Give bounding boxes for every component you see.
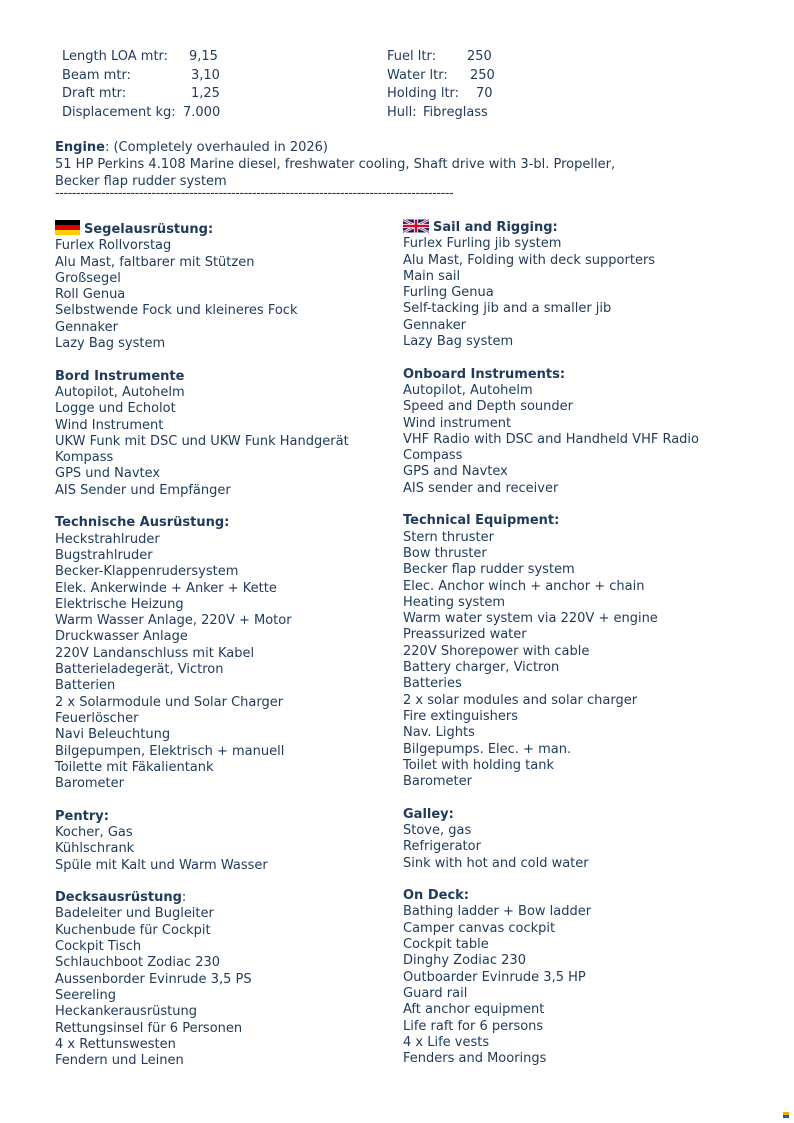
list-item: Sink with hot and cold water xyxy=(403,855,589,871)
list-item: Fenders and Moorings xyxy=(403,1051,547,1067)
section-sail xyxy=(403,219,733,350)
list-item: 2 x Solarmodule und Solar Charger xyxy=(55,694,284,710)
section-technical xyxy=(55,515,385,792)
spec-value: Fibreglass xyxy=(423,105,488,121)
list-item: Rettungsinsel für 6 Personen xyxy=(55,1020,243,1036)
list-item: Wind instrument xyxy=(403,415,512,431)
list-item: Bilgepumpen, Elektrisch + manuell xyxy=(55,743,285,759)
list-item: Becker flap rudder system xyxy=(403,562,575,578)
list-item: Schlauchboot Zodiac 230 xyxy=(55,955,221,971)
list-item: Druckwasser Anlage xyxy=(55,629,188,645)
list-item: Lazy Bag system xyxy=(55,336,166,352)
engine-label: Engine xyxy=(55,140,105,155)
list-item: Heckstrahlruder xyxy=(55,531,160,547)
list-item: Cockpit table xyxy=(403,937,489,953)
section-divider: ----------------------------------------------------------------------------------------------- xyxy=(55,186,454,201)
list-item: Kuchenbude für Cockpit xyxy=(55,922,211,938)
list-item: Battery charger, Victron xyxy=(403,660,560,676)
list-item: Main sail xyxy=(403,268,461,284)
list-item: AIS Sender und Empfänger xyxy=(55,482,231,498)
section-title-suffix: : xyxy=(181,890,187,906)
spec-value: 9,15 xyxy=(189,49,218,64)
list-item: Heckankerausrüstung xyxy=(55,1004,197,1020)
list-item: Barometer xyxy=(55,776,124,792)
list-item: Bow thruster xyxy=(403,545,487,561)
section-instruments xyxy=(403,367,733,497)
list-item: Guard rail xyxy=(403,985,468,1001)
list-item: Stove, gas xyxy=(403,822,472,838)
section-title: Technical Equipment: xyxy=(403,513,560,529)
spec-label: Fuel ltr: xyxy=(387,49,436,64)
list-item: Kompass xyxy=(55,450,114,466)
list-item: Furlex Furling jib system xyxy=(403,236,562,252)
list-item: AIS sender and receiver xyxy=(403,480,559,496)
list-item: Bilgepumps. Elec. + man. xyxy=(403,741,572,757)
list-item: Refrigerator xyxy=(403,839,481,855)
german-column xyxy=(55,220,385,1086)
engine-note: : (Completely overhauled in 2026) xyxy=(104,140,328,155)
list-item: Navi Beleuchtung xyxy=(55,727,171,743)
list-item: Elec. Anchor winch + anchor + chain xyxy=(403,578,645,594)
list-item: 2 x solar modules and solar charger xyxy=(403,692,638,708)
section-title: Segelausrüstung: xyxy=(84,222,214,237)
section-title: Galley: xyxy=(403,806,454,822)
section-title: Bord Instrumente xyxy=(55,368,185,384)
list-item: Speed and Depth sounder xyxy=(403,399,574,415)
spec-label: Draft mtr: xyxy=(62,86,127,102)
section-technical xyxy=(403,513,733,790)
list-item: Batterieladegerät, Victron xyxy=(55,662,224,678)
list-item: Alu Mast, Folding with deck supporters xyxy=(403,252,656,268)
section-sail xyxy=(55,220,385,352)
list-item: Gennaker xyxy=(55,319,118,335)
list-item: Aft anchor equipment xyxy=(403,1002,545,1018)
list-item: Aussenborder Evinrude 3,5 PS xyxy=(55,971,252,987)
list-item: Camper canvas cockpit xyxy=(403,920,556,936)
list-item: 220V Landanschluss mit Kabel xyxy=(55,645,255,661)
spec-value: 250 xyxy=(467,49,492,64)
list-item: Nav. Lights xyxy=(403,725,475,741)
list-item: GPS and Navtex xyxy=(403,464,508,480)
list-item: Life raft for 6 persons xyxy=(403,1018,544,1034)
corner-mark xyxy=(783,1112,789,1115)
uk-flag-icon xyxy=(403,219,429,233)
spec-value: 1,25 xyxy=(191,86,220,102)
list-item: Gennaker xyxy=(403,317,466,333)
list-item: 220V Shorepower with cable xyxy=(403,643,590,659)
list-item: Toilette mit Fäkalientank xyxy=(55,759,214,775)
list-item: Batterien xyxy=(55,678,116,694)
list-item: Dinghy Zodiac 230 xyxy=(403,953,526,969)
section-title: Onboard Instruments: xyxy=(403,366,566,382)
list-item: 4 x Rettunswesten xyxy=(55,1036,176,1052)
section-title: On Deck: xyxy=(403,888,469,904)
list-item: Alu Mast, faltbarer mit Stützen xyxy=(55,254,255,270)
list-item: Barometer xyxy=(403,774,472,790)
list-item: Bugstrahlruder xyxy=(55,547,153,563)
spec-value: 250 xyxy=(470,67,495,83)
engine-line-1: 51 HP Perkins 4.108 Marine diesel, freshwater cooling, Shaft drive with 3-bl. Propeller, xyxy=(55,157,616,172)
spec-value: 70 xyxy=(476,86,493,102)
section-deck xyxy=(55,890,385,1069)
list-item: Spüle mit Kalt und Warm Wasser xyxy=(55,857,268,873)
spec-value: 3,10 xyxy=(191,67,220,83)
list-item: Fire extinguishers xyxy=(403,708,518,724)
list-item: Lazy Bag system xyxy=(403,334,514,350)
list-item: Feuerlöscher xyxy=(55,710,139,726)
list-item: Badeleiter und Bugleiter xyxy=(55,906,214,922)
list-item: Self-tacking jib and a smaller jib xyxy=(403,301,612,317)
section-title: Technische Ausrüstung: xyxy=(55,515,230,531)
list-item: Kocher, Gas xyxy=(55,824,133,840)
list-item: Cockpit Tisch xyxy=(55,939,142,955)
section-instruments xyxy=(55,369,385,499)
list-item: Warm Wasser Anlage, 220V + Motor xyxy=(55,613,292,629)
list-item: Furlex Rollvorstag xyxy=(55,238,172,254)
list-item: Fendern und Leinen xyxy=(55,1053,184,1069)
spec-value: 7.000 xyxy=(183,105,221,121)
section-title: Pentry: xyxy=(55,808,109,824)
list-item: Outboarder Evinrude 3,5 HP xyxy=(403,969,586,985)
list-item: Stern thruster xyxy=(403,529,494,545)
engine-block xyxy=(55,139,615,190)
spec-label: Water ltr: xyxy=(387,67,448,83)
list-item: Becker-Klappenrudersystem xyxy=(55,564,239,580)
list-item: Compass xyxy=(403,448,463,464)
list-item: Batteries xyxy=(403,676,462,692)
section-title: Sail and Rigging: xyxy=(433,220,558,235)
section-title: Decksausrüstung xyxy=(55,890,182,906)
specs-right xyxy=(387,48,587,123)
list-item: Roll Genua xyxy=(55,287,126,303)
list-item: Logge und Echolot xyxy=(55,401,176,417)
spec-label: Beam mtr: xyxy=(62,67,131,83)
spec-label: Displacement kg: xyxy=(62,105,176,121)
list-item: Elektrische Heizung xyxy=(55,596,184,612)
list-item: Warm water system via 220V + engine xyxy=(403,611,658,627)
spec-label: Length LOA mtr: xyxy=(62,49,169,64)
english-column xyxy=(403,219,733,1084)
list-item: GPS und Navtex xyxy=(55,466,161,482)
list-item: Elek. Ankerwinde + Anker + Kette xyxy=(55,580,277,596)
section-galley xyxy=(55,809,385,874)
list-item: Kühlschrank xyxy=(55,841,135,857)
engine-line-2: Becker flap rudder system xyxy=(55,174,227,189)
list-item: VHF Radio with DSC and Handheld VHF Radio xyxy=(403,431,699,447)
list-item: UKW Funk mit DSC und UKW Funk Handgerät xyxy=(55,433,349,449)
list-item: Seereling xyxy=(55,987,117,1003)
list-item: Preassurized water xyxy=(403,627,527,643)
spec-label: Hull: xyxy=(387,105,417,121)
list-item: 4 x Life vests xyxy=(403,1034,490,1050)
list-item: Furling Genua xyxy=(403,285,494,301)
list-item: Selbstwende Fock und kleineres Fock xyxy=(55,303,298,319)
list-item: Toilet with holding tank xyxy=(403,757,554,773)
list-item: Wind Instrument xyxy=(55,417,164,433)
list-item: Autopilot, Autohelm xyxy=(55,384,185,400)
list-item: Großsegel xyxy=(55,270,121,286)
specs-left xyxy=(62,48,302,123)
section-galley xyxy=(403,807,733,872)
list-item: Heating system xyxy=(403,594,506,610)
list-item: Bathing ladder + Bow ladder xyxy=(403,904,592,920)
german-flag-icon xyxy=(55,220,80,235)
spec-label: Holding ltr: xyxy=(387,86,460,102)
section-deck xyxy=(403,888,733,1067)
list-item: Autopilot, Autohelm xyxy=(403,382,533,398)
